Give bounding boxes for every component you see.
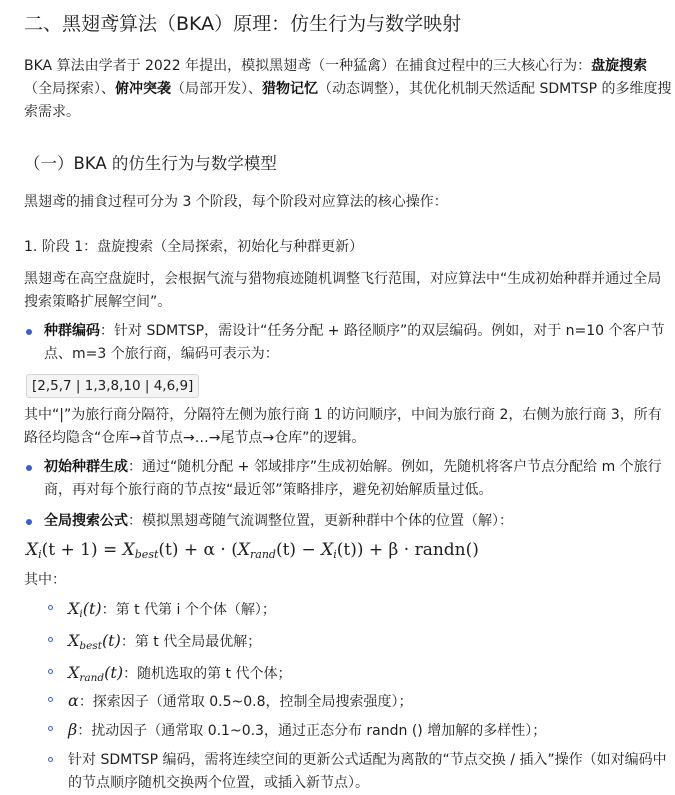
def-symbol-letter: X bbox=[68, 599, 80, 618]
def-symbol bbox=[68, 631, 121, 650]
intro-term-memory: 猎物记忆 bbox=[262, 81, 318, 97]
circle-bullet-icon bbox=[48, 605, 53, 610]
def-item-note bbox=[48, 749, 675, 795]
formula-sub-i2: i bbox=[333, 548, 337, 561]
bullet-encoding bbox=[24, 320, 675, 366]
section1-heading: （一）BKA 的仿生行为与数学模型 bbox=[24, 154, 277, 173]
formula-X4: X bbox=[321, 540, 334, 560]
bullet-init-text bbox=[44, 456, 675, 502]
def-description: ：第 t 代全局最优解； bbox=[120, 634, 262, 650]
heading-part-1: 二、黑翅鸢算法（BKA）原理：仿生行为与数学映射 bbox=[24, 13, 462, 35]
formula-X1: X bbox=[26, 540, 39, 560]
formula-sub-i: i bbox=[38, 548, 42, 561]
def-description: ：第 t 代第 i 个个体（解）； bbox=[101, 602, 276, 618]
stage1-heading: 1. 阶段 1：盘旋搜索（全局探索，初始化与种群更新） bbox=[24, 239, 364, 255]
def-description: ：随机选取的第 t 代个体； bbox=[123, 666, 292, 682]
formula-X3: X bbox=[237, 540, 250, 560]
def-symbol-letter: β bbox=[68, 720, 78, 739]
def-description: ：探索因子（通常取 0.5~0.8，控制全局搜索强度）； bbox=[78, 694, 413, 710]
circle-bullet-icon bbox=[48, 669, 53, 674]
intro-text-c: （全局探索）、 bbox=[24, 81, 115, 97]
def-symbol-arg: (t) bbox=[104, 663, 124, 682]
update-formula bbox=[26, 538, 479, 567]
bullet-formula-body: ：模拟黑翅鸢随气流调整位置，更新种群中个体的位置（解）： bbox=[128, 513, 513, 529]
def-description: ：扰动因子（通常取 0.1~0.3，通过正态分布 randn () 增加解的多样性）； bbox=[77, 723, 547, 739]
circle-bullet-icon bbox=[48, 637, 53, 642]
bullet-encoding-body: ：针对 SDMTSP，需设计“任务分配 + 路径顺序”的双层编码。例如，对于 n=10 个客户节点、m=3 个旅行商，编码可表示为： bbox=[44, 323, 665, 362]
def-item bbox=[48, 689, 675, 714]
bullet-encoding-label: 种群编码 bbox=[44, 323, 100, 339]
bullet-dot bbox=[26, 465, 32, 471]
encoding-note: 其中“|”为旅行商分隔符，分隔符左侧为旅行商 1 的访问顺序，中间为旅行商 2，右侧为旅行商 3，所有路径均隐含“仓库→首节点→…→尾节点→仓库”的逻辑。 bbox=[24, 407, 662, 446]
where-label: 其中： bbox=[24, 572, 66, 588]
intro-paragraph bbox=[24, 55, 675, 124]
formula-part-close: (t)) + β · randn() bbox=[336, 540, 479, 560]
def-symbol-letter: α bbox=[68, 691, 79, 710]
circle-bullet-icon bbox=[48, 726, 53, 731]
intro-text-e: （局部开发）、 bbox=[171, 81, 262, 97]
intro-term-hover: 盘旋搜索 bbox=[591, 58, 648, 74]
def-text bbox=[68, 718, 675, 743]
def-text bbox=[68, 661, 675, 690]
formula-part-t1: (t + 1) = bbox=[41, 540, 123, 560]
stage1-description: 黑翅鸢在高空盘旋时，会根据气流与猎物痕迹随机调整飞行范围，对应算法中“生成初始种群并通过全局搜索策略扩展解空间”。 bbox=[24, 271, 662, 310]
def-symbol bbox=[68, 663, 123, 682]
def-text bbox=[68, 689, 675, 714]
def-item bbox=[48, 661, 675, 690]
def-item bbox=[48, 597, 675, 626]
code-example: [2,5,7 | 1,3,8,10 | 4,6,9] bbox=[26, 374, 199, 398]
def-symbol-arg: (t) bbox=[101, 631, 121, 650]
def-item bbox=[48, 718, 675, 743]
def-item bbox=[48, 629, 675, 658]
bullet-dot bbox=[26, 329, 32, 335]
formula-part-alpha: + α · ( bbox=[178, 540, 238, 560]
def-symbol-subscript: best bbox=[79, 640, 102, 652]
def-symbol-letter: X bbox=[68, 631, 80, 650]
intro-term-dive: 俯冲突袭 bbox=[115, 81, 171, 97]
def-symbol bbox=[68, 720, 77, 739]
def-symbol-arg: (t) bbox=[82, 599, 102, 618]
bullet-dot bbox=[26, 519, 32, 525]
intro-text-a: BKA 算法由学者于 2022 年提出，模拟黑翅鸢（一种猛禽）在捕食过程中的三大核心行为： bbox=[24, 58, 592, 74]
bullet-init-body: ：通过“随机分配 + 邻域排序”生成初始解。例如，先随机将客户节点分配给 m 个旅行商，再对每个旅行商的节点按“最近邻”策略排序，避免初始解质量过低。 bbox=[44, 459, 662, 498]
def-symbol-letter: X bbox=[68, 663, 80, 682]
formula-part-t: (t) bbox=[158, 540, 179, 560]
def-text bbox=[68, 629, 675, 658]
last-note-text: 针对 SDMTSP 编码，需将连续空间的更新公式适配为离散的“节点交换 / 插入”操作（如对编码中的节点顺序随机交换两个位置，或插入新节点）。 bbox=[68, 752, 667, 791]
bullet-init bbox=[24, 456, 675, 502]
bullet-init-label: 初始种群生成 bbox=[44, 459, 128, 475]
def-symbol-subscript: i bbox=[79, 608, 83, 620]
intro-text-g: （动态调整），其优化机制天然适配 SDMTSP 的多维度搜索需求。 bbox=[24, 81, 672, 120]
formula-X2: X bbox=[122, 540, 135, 560]
circle-bullet-icon bbox=[48, 697, 53, 702]
bullet-formula-label: 全局搜索公式 bbox=[44, 513, 128, 529]
section1-intro: 黑翅鸢的捕食过程可分为 3 个阶段，每个阶段对应算法的核心操作： bbox=[24, 194, 448, 210]
bullet-formula-text bbox=[44, 510, 675, 533]
main-heading bbox=[24, 10, 461, 38]
bullet-encoding-text bbox=[44, 320, 675, 366]
def-text bbox=[68, 597, 675, 626]
def-symbol bbox=[68, 599, 102, 618]
formula-sub-best: best bbox=[134, 548, 159, 561]
formula-part-minus: (t) − bbox=[275, 540, 322, 560]
def-symbol-subscript: rand bbox=[79, 672, 105, 684]
bullet-formula bbox=[24, 510, 675, 533]
circle-bullet-icon bbox=[48, 757, 53, 762]
def-symbol bbox=[68, 691, 79, 710]
formula-sub-rand: rand bbox=[250, 548, 276, 561]
